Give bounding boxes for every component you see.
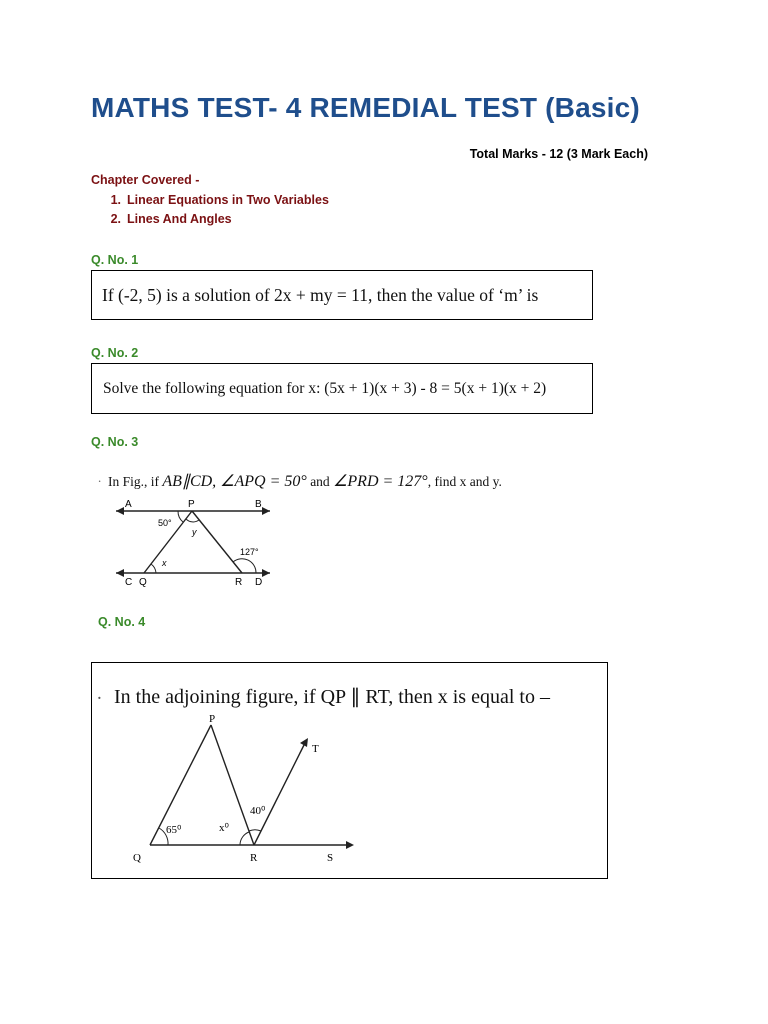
question-4-figure [122, 713, 422, 873]
q3-text-and: and [310, 474, 330, 489]
arrow-b [262, 507, 270, 515]
point-label-b: B [255, 499, 262, 510]
arrow-d [262, 569, 270, 577]
question-1-label: Q. No. 1 [91, 253, 139, 267]
question-4-box [91, 662, 608, 879]
question-4-label: Q. No. 4 [98, 615, 146, 629]
point-label-a: A [125, 499, 132, 510]
point-label-p: P [209, 713, 216, 725]
arc-x [151, 564, 156, 573]
chapter-item [91, 210, 329, 229]
line-pr [192, 511, 242, 573]
point-label-q: Q [139, 577, 147, 588]
point-label-r: R [235, 577, 243, 588]
point-label-p: P [188, 499, 195, 510]
arrow-s [346, 841, 354, 849]
chapter-number: 1. [110, 193, 121, 207]
question-3-figure [108, 495, 278, 590]
angle-label-127: 127° [240, 547, 259, 557]
arc-50 [178, 511, 183, 522]
question-2-label: Q. No. 2 [91, 346, 139, 360]
total-marks: Total Marks - 12 (3 Mark Each) [469, 147, 648, 161]
line-rt [254, 741, 306, 845]
q3-text-prefix: In Fig., if [108, 474, 160, 489]
arc-40 [249, 830, 261, 831]
arc-x [240, 832, 249, 845]
q3-text-suffix: , find x and y. [427, 474, 502, 489]
point-label-r: R [250, 852, 258, 864]
angle-label-40: 40⁰ [250, 805, 266, 817]
chapter-item [91, 191, 329, 210]
arc-y [186, 519, 199, 522]
question-4-bullet: . [97, 683, 102, 704]
chapter-list [91, 191, 329, 229]
question-2-box [91, 363, 593, 414]
arrow-c [116, 569, 124, 577]
angle-label-x: x [162, 558, 167, 568]
chapter-number: 2. [110, 212, 121, 226]
line-pr [211, 725, 254, 845]
point-label-s: S [327, 852, 334, 864]
question-2-text: Solve the following equation for x: (5x + 1)(x + 3) - 8 = 5(x + 1)(x + 2) [103, 380, 547, 397]
q3-math-1: AB∥CD, ∠APQ = 50° [162, 473, 307, 490]
point-label-c: C [125, 577, 133, 588]
q3-math-2: ∠PRD = 127° [333, 473, 428, 490]
angle-label-50: 50° [158, 518, 172, 528]
angle-label-y: y [192, 527, 197, 537]
chapter-title: Lines And Angles [127, 212, 232, 226]
question-1-box [91, 270, 593, 320]
point-label-t: T [312, 743, 319, 755]
arrow-a [116, 507, 124, 515]
point-label-q: Q [133, 852, 141, 864]
question-1-text: If (-2, 5) is a solution of 2x + my = 11, then the value of ‘m’ is [102, 285, 539, 305]
question-3-bullet: . [98, 470, 102, 485]
chapter-title: Linear Equations in Two Variables [127, 193, 329, 207]
point-label-d: D [255, 577, 263, 588]
angle-label-65: 65⁰ [166, 824, 182, 836]
angle-label-x: x⁰ [219, 822, 229, 834]
chapter-covered-label: Chapter Covered - [91, 173, 200, 187]
question-3-text [108, 471, 502, 491]
question-3-label: Q. No. 3 [91, 435, 139, 449]
question-4-text: In the adjoining figure, if QP ∥ RT, then x is equal to – [114, 686, 550, 708]
page-title: MATHS TEST- 4 REMEDIAL TEST (Basic) [91, 92, 640, 123]
